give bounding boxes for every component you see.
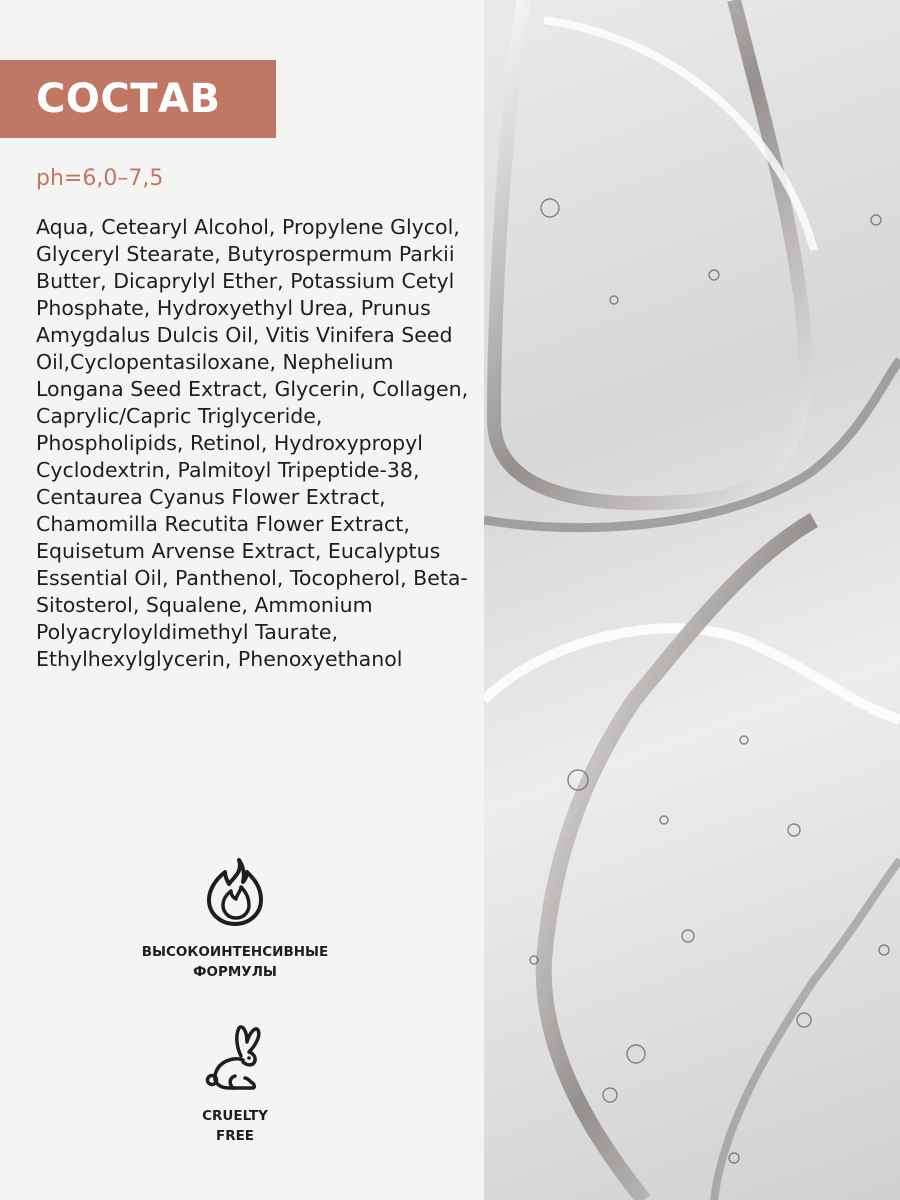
feature-label-line1: ВЫСОКОИНТЕНСИВНЫЕ bbox=[141, 944, 329, 960]
feature-label-line2: ФОРМУЛЫ bbox=[193, 964, 277, 980]
feature-label-line2: FREE bbox=[215, 1128, 255, 1144]
feature-label bbox=[100, 1106, 370, 1146]
flame-icon bbox=[203, 856, 267, 928]
gel-texture-image bbox=[484, 0, 900, 1200]
feature-label-line1: CRUELTY bbox=[202, 1108, 268, 1124]
feature-high-intensity bbox=[100, 856, 370, 982]
feature-label bbox=[100, 942, 370, 982]
title-banner bbox=[0, 60, 276, 138]
ingredients-list: Aqua, Cetearyl Alcohol, Propylene Glycol, Glyceryl Stearate, Butyrospermum Parkii Butter, Dicaprylyl Ether, Potassium Cetyl Phosphate, Hydroxyethyl Urea, Prunus Amygdalus Dulcis Oil, Vitis Vinifera Seed Oil,Cyclopentasiloxane, Nephelium Longana Seed Extract, Glycerin, Collagen, Caprylic/Capric Triglyceride, Phospholipids, Retinol, Hydroxypropyl Cyclodextrin, Palmitoyl Tripeptide-38, Centaurea Cyanus Flower Extract, Chamomilla Recutita Flower Extract, Equisetum Arvense Extract, Eucalyptus Essential Oil, Panthenol, Tocopherol, Beta-Sitosterol, Squalene, Ammonium Polyacryloyldimethyl Taurate, Ethylhexylglycerin, Phenoxyethanol bbox=[36, 215, 469, 671]
ph-value: ph=6,0–7,5 bbox=[36, 166, 164, 191]
page-title: СОСТАВ bbox=[36, 76, 221, 122]
gel-texture-illustration bbox=[484, 0, 900, 1200]
feature-cruelty-free bbox=[100, 1022, 370, 1146]
rabbit-icon bbox=[203, 1022, 267, 1092]
